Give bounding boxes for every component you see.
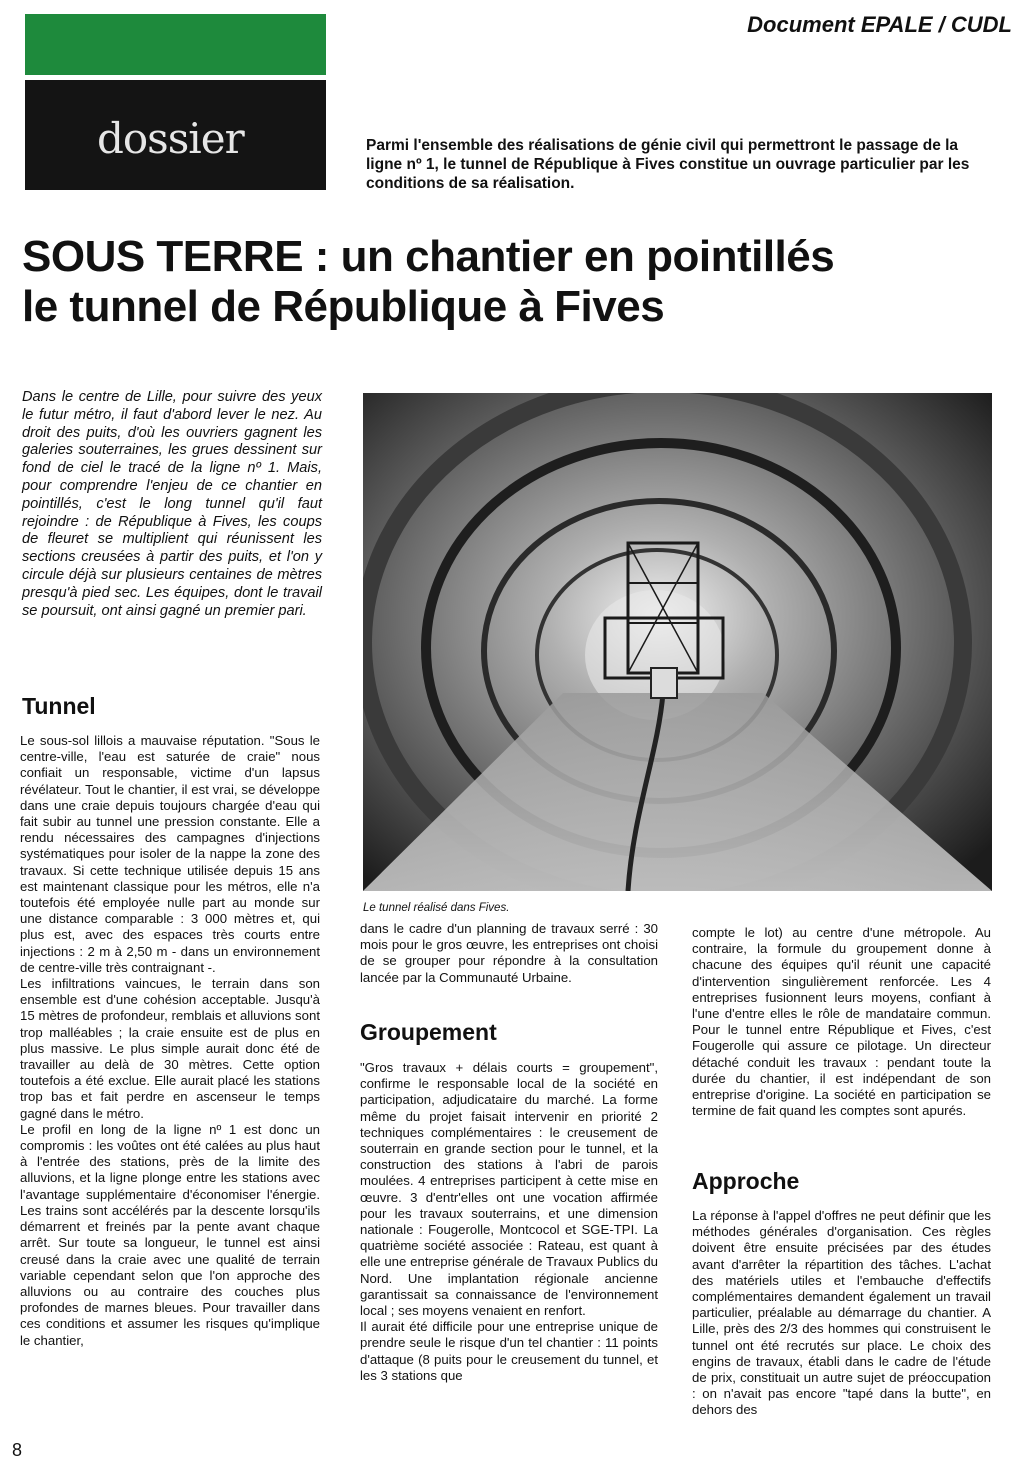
page-number: 8 bbox=[12, 1440, 23, 1460]
intro-paragraph: Parmi l'ensemble des réalisations de génie civil qui permettront le passage de la ligne nº 1, le tunnel de République à Fives constitue un ouvrage particulier par les conditions de sa réalisation. bbox=[366, 137, 970, 192]
groupement-paragraph: "Gros travaux + délais courts = groupement", confirme le responsable local de la société en participation, adjudicataire du marché. La forme même du projet faisait intervenir en priorité 2 techniques complémentaires : le creusement de souterrain en grande section pour le tunnel, et la construction des stations à l'abri de parois moulées. 4 entreprises participent à cette mise en œuvre. 3 d'entr'elles ont une vocation affirmée pour les travaux souterrains, et une dimension nationale : Fougerolle, Montcocol et SGE-TPI. La quatrième société associée : Rateau, est quant à elle une entreprise générale de Travaux Publics du Nord. Une implantation régionale ancienne garantissait sa connaissance de l'environnement local ; ses moyens venaient en renfort. bbox=[360, 1060, 658, 1319]
tunnel-paragraph: Les infiltrations vaincues, le terrain dans son ensemble est d'une cohésion acceptable. Jusqu'à 15 mètres de profondeur, remblais et alluvions sont trop malléables ; la craie ensuite est de plus en plus massive. Le plus simple aurait donc été de travailler au delà de 30 mètres. Cette option toutefois a été exclue. Elle aurait placé les stations trop bas et fait perdre en ascenseur le temps gagné dans le métro. bbox=[20, 976, 320, 1121]
section-title-approche: Approche bbox=[692, 1168, 800, 1194]
headline bbox=[22, 232, 1012, 332]
groupement-body bbox=[360, 1060, 658, 1384]
right-continuation: compte le lot) au centre d'une métropole. Au contraire, la formule du groupement donne à chacune des équipes qu'il réunit une capacité d'intervention singulièrement renforcée. Les 4 entreprises fusionnent leurs moyens, confiant à l'une d'entre elles le rôle de mandataire commun. Pour le tunnel entre République et Fives, c'est Fougerolle qui assure ce pilotage. Un directeur détaché conduit les travaux : pendant toute la durée du chantier, il est indépendant de son entreprise d'origine. La société en participation se termine de fait quand les comptes sont apurés. bbox=[692, 925, 991, 1119]
lede-paragraph: Dans le centre de Lille, pour suivre des yeux le futur métro, il faut d'abord lever le nez. Au droit des puits, d'où les ouvriers gagnent les galeries souterraines, les grues dessinent sur fond de ciel le tracé de la ligne nº 1. Mais, pour comprendre l'enjeu de ce chantier en pointillés, c'est le long tunnel qu'il faut rejoindre : de République à Fives, les coups de fleuret se multiplient qui réunissent les sections creusées à partir des puits, et l'on y circule déjà sur plusieurs centaines de mètres presqu'à pied sec. Les équipes, dont le travail se poursuit, ont ainsi gagné un premier pari. bbox=[22, 389, 322, 619]
tunnel-paragraph: Le sous-sol lillois a mauvaise réputation. "Sous le centre-ville, l'eau est saturée de craie" nous confiait un responsable, victime d'un lapsus révélateur. Tout le chantier, il est vrai, se développe dans une craie depuis toujours chargée d'eau qui fait subir au tunnel une pression constante. Elle a rendu nécessaires des campagnes d'injections systématiques pour isoler de la nappe la zone des travaux. Si cette technique utilisée depuis 15 ans est maintenant classique pour les métros, elle n'a toutefois été employée nulle part au monde sur une distance comparable : 3 000 mètres et, qui plus est, avec des espaces très courts entre injections : 2 m à 2,50 m - dans un environnement de centre-ville très contraignant -. bbox=[20, 733, 320, 975]
section-title-tunnel: Tunnel bbox=[22, 693, 96, 719]
headline-line-2: le tunnel de République à Fives bbox=[22, 282, 665, 331]
approche-body bbox=[692, 1208, 991, 1419]
middle-continuation: dans le cadre d'un planning de travaux serré : 30 mois pour le gros œuvre, les entreprises ont choisi de se grouper pour répondre à la consultation lancée par la Communauté Urbaine. bbox=[360, 921, 658, 985]
green-header-bar bbox=[25, 14, 326, 75]
section-tag: dossier bbox=[97, 114, 244, 163]
approche-paragraph: La réponse à l'appel d'offres ne peut définir que les méthodes générales d'organisation. Ces règles doivent être ensuite précisées par des études avant d'arrêter la répartition des tâches. L'achat des matériels utiles et l'embauche d'effectifs complémentaires demandent également un travail particulier, préalable au démarrage du chantier. A Lille, près des 2/3 des hommes qui construisent le tunnel ont été recrutés sur place. Le choix des engins de travaux, établi dans le cadre de l'étude de prix, constituait un autre sujet de préoccupation : on n'avait pas encore "tapé dans la butte", en dehors des bbox=[692, 1208, 991, 1418]
tunnel-photo-illustration bbox=[363, 393, 992, 891]
tunnel-body bbox=[20, 733, 320, 1349]
photo-caption: Le tunnel réalisé dans Fives. bbox=[363, 902, 510, 914]
groupement-paragraph: Il aurait été difficile pour une entreprise unique de prendre seule le risque d'un tel chantier : 11 points d'attaque (8 puits pour le creusement du tunnel, et les 3 stations que bbox=[360, 1319, 658, 1383]
section-title-groupement: Groupement bbox=[360, 1019, 497, 1045]
source-label: Document EPALE / CUDL bbox=[747, 12, 1012, 37]
headline-line-1: SOUS TERRE : un chantier en pointillés bbox=[22, 232, 835, 281]
tunnel-photo bbox=[363, 393, 992, 891]
tunnel-paragraph: Le profil en long de la ligne nº 1 est donc un compromis : les voûtes ont été calées au plus haut à l'entrée des stations, près de la limite des alluvions, et la ligne plonge entre les stations avec l'avantage supplémentaire d'économiser l'énergie. Les trains sont accélérés par la descente lorsqu'ils démarrent et freinés par la pente avant chaque arrêt. Sur toute sa longueur, le tunnel est ainsi creusé dans la craie avec une qualité de terrain variable cependant selon que l'on approche des alluvions ou au contraire des couches plus profondes de marnes bleues. Pour travailler dans ces conditions et assumer les risques qu'implique le chantier, bbox=[20, 1121, 320, 1348]
